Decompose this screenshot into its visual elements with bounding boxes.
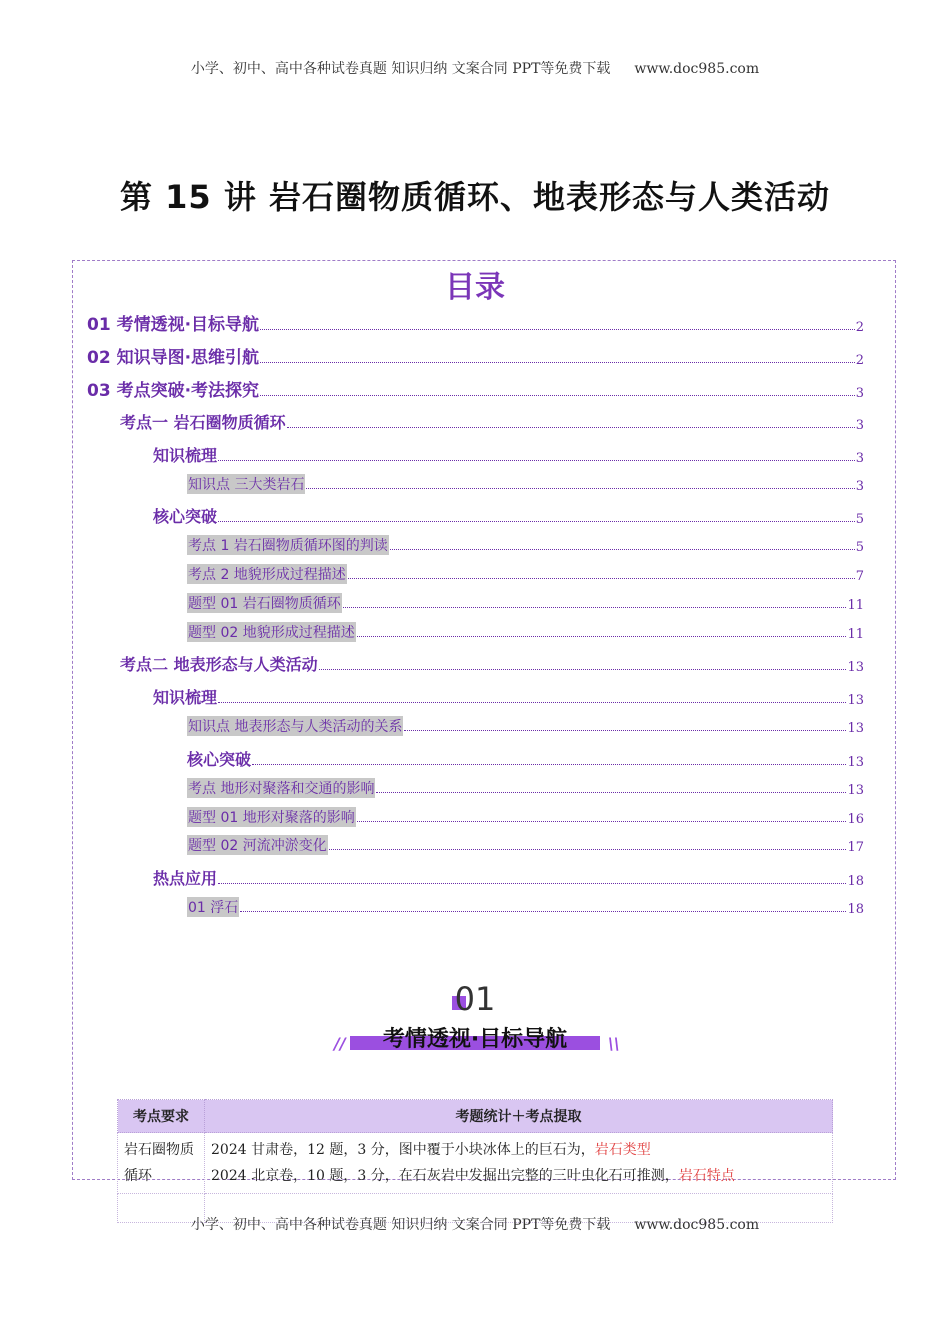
toc-item[interactable]: 02 知识导图·思维引航 2 (87, 348, 864, 368)
toc-item[interactable]: 知识点 三大类岩石 3 (187, 474, 864, 494)
exam-stats-table (117, 1099, 833, 1223)
section-number: 01 (0, 980, 950, 1018)
toc-item[interactable]: 知识点 地表形态与人类活动的关系 13 (187, 716, 864, 736)
table-cell-stats (205, 1133, 833, 1194)
toc-item[interactable]: 考点 1 岩石圈物质循环图的判读 5 (187, 535, 864, 555)
stats-line: 2024 甘肃卷，12 题，3 分，图中覆于小块冰体上的巨石为，岩石类型 (211, 1142, 651, 1158)
toc-item[interactable]: 考点一 岩石圈物质循环 3 (120, 413, 864, 433)
toc-item[interactable]: 题型 02 河流冲淤变化 17 (187, 835, 864, 855)
toc-item[interactable]: 题型 02 地貌形成过程描述 11 (187, 622, 864, 642)
section-subtitle: 考情透视·目标导航 (382, 1027, 568, 1052)
toc-item[interactable]: 01 考情透视·目标导航 2 (87, 315, 864, 335)
table-row (118, 1133, 833, 1194)
header-text: 小学、初中、高中各种试卷真题 知识归纳 文案合同 PPT等免费下载 (190, 61, 611, 77)
slash-decoration-right: \\ (608, 1034, 620, 1053)
page-header (0, 58, 950, 78)
toc-item[interactable]: 知识梳理 3 (153, 446, 864, 466)
slash-decoration-left: // (334, 1034, 346, 1053)
toc-item[interactable]: 考点 2 地貌形成过程描述 7 (187, 564, 864, 584)
table-header-row (118, 1100, 833, 1133)
page-footer (0, 1214, 950, 1234)
header-url[interactable]: www.doc985.com (634, 61, 760, 77)
toc-item[interactable]: 知识梳理 13 (153, 688, 864, 708)
toc-item[interactable]: 考点 地形对聚落和交通的影响 13 (187, 778, 864, 798)
toc-heading: 目录 (445, 270, 505, 305)
toc-item[interactable]: 核心突破 5 (153, 507, 864, 527)
toc-item[interactable]: 03 考点突破·考法探究 3 (87, 381, 864, 401)
stats-line: 2024 北京卷，10 题，3 分，在石灰岩中发掘出完整的三叶虫化石可推测，岩石特点 (211, 1168, 735, 1184)
table-cell-req: 岩石圈物质循环 (118, 1133, 205, 1194)
page-title: 第 15 讲 岩石圈物质循环、地表形态与人类活动 (120, 178, 830, 216)
toc-item[interactable]: 题型 01 地形对聚落的影响 16 (187, 807, 864, 827)
toc-item[interactable]: 核心突破 13 (187, 750, 864, 770)
toc-item[interactable]: 题型 01 岩石圈物质循环 11 (187, 593, 864, 613)
table-header-stats: 考题统计＋考点提取 (205, 1100, 833, 1133)
footer-text: 小学、初中、高中各种试卷真题 知识归纳 文案合同 PPT等免费下载 (190, 1217, 611, 1233)
toc-item[interactable]: 热点应用 18 (153, 869, 864, 889)
footer-url[interactable]: www.doc985.com (634, 1217, 760, 1233)
table-header-req: 考点要求 (118, 1100, 205, 1133)
toc-item[interactable]: 01 浮石 18 (187, 897, 864, 917)
toc-item[interactable]: 考点二 地表形态与人类活动 13 (120, 655, 864, 675)
